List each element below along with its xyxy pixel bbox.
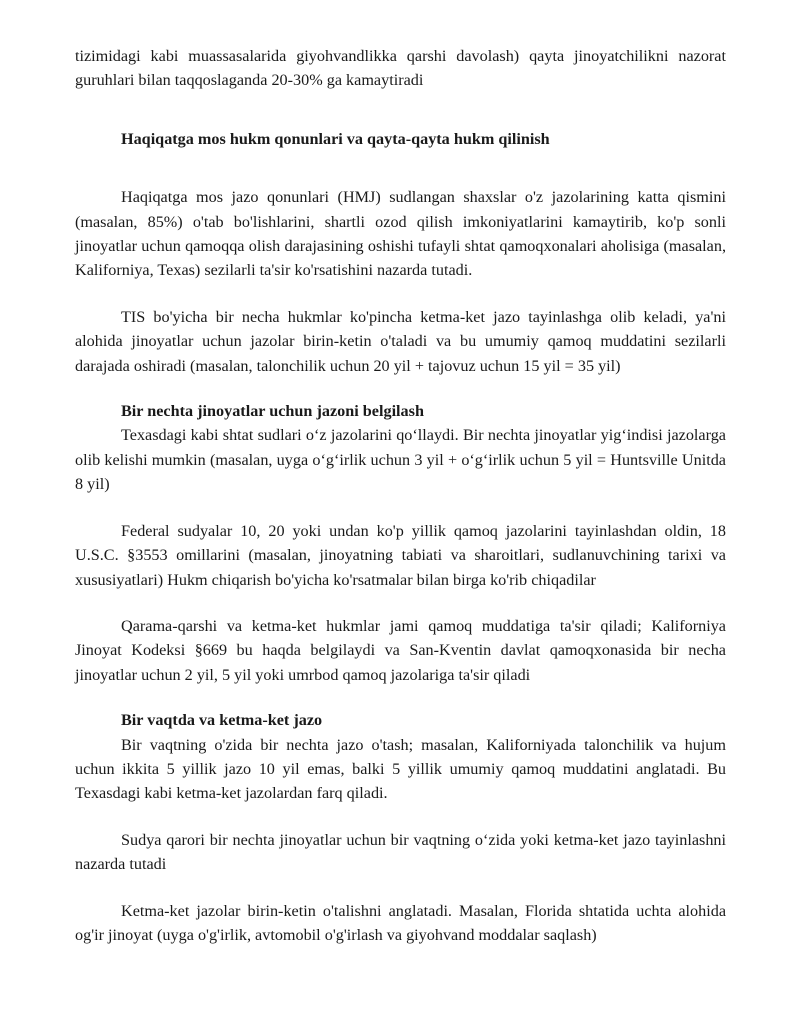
spacer bbox=[75, 806, 726, 828]
spacer bbox=[75, 93, 726, 127]
paragraph-concurrent-sentences: Bir vaqtning o'zida bir nechta jazo o'tash; masalan, Kaliforniyada talonchilik va hujum uchun ikkita 5 yillik jazo 10 yil emas, balki 5 yillik umumiy qamoq muddatini anglatadi. Bu Texasdagi kabi ketma-ket jazolardan farq qiladi. bbox=[75, 735, 726, 803]
paragraph-california-penal-code: Qarama-qarshi va ketma-ket hukmlar jami qamoq muddatiga ta'sir qiladi; Kaliforniya Jinoyat Kodeksi §669 bu haqda belgilaydi va San-Kventin davlat qamoqxonasida bir necha jinoyatlar uchun 2 yil, 5 yil yoki umrbod qamoq jazolariga ta'sir qiladi bbox=[75, 616, 726, 684]
paragraph-texas-courts: Texasdagi kabi shtat sudlari o‘z jazolarini qo‘llaydi. Bir nechta jinoyatlar yig‘indisi jazolarga olib kelishi mumkin (masalan, uyga o‘g‘irlik uchun 3 yil + o‘g‘irlik uchun 5 yil = Huntsville Unitda 8 yil) bbox=[75, 426, 726, 494]
paragraph-tis-consecutive: TIS bo'yicha bir necha hukmlar ko'pincha ketma-ket jazo tayinlashga olib keladi, ya'ni alohida jinoyatlar uchun jazolar birin-ketin o'taladi va bu umumiy qamoq muddatini sezilarli darajada oshiradi (masalan, talonchilik uchun 20 yil + tajovuz uchun 15 yil = 35 yil) bbox=[75, 307, 726, 375]
paragraph-judge-decision: Sudya qarori bir nechta jinoyatlar uchun bir vaqtning o‘zida yoki ketma-ket jazo tayinlashni nazarda tutadi bbox=[75, 830, 726, 874]
paragraph-consecutive-florida: Ketma-ket jazolar birin-ketin o'talishni anglatadi. Masalan, Florida shtatida uchta alohida og'ir jinoyat (uyga o'g'irlik, avtomobil o'g'irlash va giyohvand moddalar saqlash) bbox=[75, 901, 726, 944]
paragraph-hmj-laws: Haqiqatga mos jazo qonunlari (HMJ) sudlangan shaxslar o'z jazolarining katta qismini (masalan, 85%) o'tab bo'lishlarini, shartli ozod qilish imkoniyatlarini kamaytirib, ko'p sonli jinoyatlar uchun qamoqqa olish darajasining oshishi tufayli shtat qamoqxonalari aholisiga (masalan, Kaliforniya, Texas) sezilarli ta'sir ko'rsatishini nazarda tutadi. bbox=[75, 188, 726, 280]
document-page bbox=[75, 44, 726, 947]
paragraph-federal-judges: Federal sudyalar 10, 20 yoki undan ko'p yillik qamoq jazolarini tayinlashdan oldin, 18 U.S.C. §3553 omillarini (masalan, jinoyatning tabiati va sharoitlari, sudlanuvchining tarixi va xususiyatlari) Hukm chiqarish bo'yicha ko'rsatmalar bilan birga ko'rib chiqadilar bbox=[75, 521, 726, 589]
spacer bbox=[75, 151, 726, 185]
spacer bbox=[75, 497, 726, 519]
spacer bbox=[75, 592, 726, 614]
spacer bbox=[75, 877, 726, 899]
section-heading-concurrent-consecutive: Bir vaqtda va ketma-ket jazo bbox=[121, 711, 323, 730]
spacer bbox=[75, 378, 726, 399]
spacer bbox=[75, 687, 726, 708]
spacer bbox=[75, 283, 726, 305]
paragraph-continuation: tizimidagi kabi muassasalarida giyohvandlikka qarshi davolash) qayta jinoyatchilikni nazorat guruhlari bilan taqqoslaganda 20-30% ga kamaytiradi bbox=[75, 47, 726, 90]
section-heading-multiple-offenses: Bir nechta jinoyatlar uchun jazoni belgilash bbox=[121, 402, 424, 421]
section-heading-truth-in-sentencing: Haqiqatga mos hukm qonunlari va qayta-qayta hukm qilinish bbox=[121, 129, 550, 148]
